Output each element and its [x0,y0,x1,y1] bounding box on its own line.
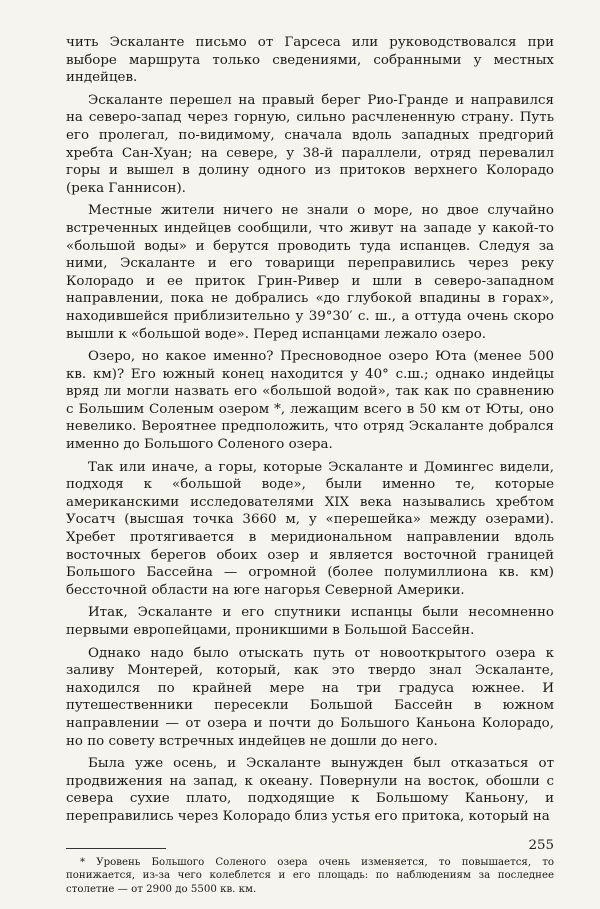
paragraph-6: Итак, Эскаланте и его спутники испанцы были несомненно первыми европейцами, проникшими в Большой Бассейн. [66,605,554,638]
paragraph-3: Местные жители ничего не знали о море, но двое случайно встреченных индейцев сообщили, что живут на западе у какой-то «большой воды» и берутся проводить туда испанцев. Следуя за ними, Эскаланте и его товарищи переправились через реку Колорадо и ее приток Грин-Ривер и шли в северо-западном направлении, пока не добрались «до глубокой впадины в горах», находившейся приблизительно у 39°30′ с. ш., а оттуда очень скоро вышли к «большой воде». Перед испанцами лежало озеро. [66,203,554,342]
paragraph-5: Так или иначе, а горы, которые Эскаланте и Домингес видели, подходя к «большой воде», были именно те, которые американскими исследователями XIX века назывались хребтом Уосатч (высшая точка 3660 м, у «перешейка» между озерами). Хребет протягивается в меридиональном направлении вдоль восточных берегов обоих озер и является восточной границей Большого Бассейна — огромной (более полумиллиона кв. км) бессточной области на юге нагорья Северной Америки. [66,459,554,598]
paragraph-4: Озеро, но какое именно? Пресноводное озеро Юта (менее 500 кв. км)? Его южный конец находится у 40° с.ш.; однако индейцы вряд ли могли назвать его «большой водой», так как по сравнению с Большим Соленым озером *, лежащим всего в 50 км от Юты, оно невелико. Вероятнее предположить, что отряд Эскаланте добрался именно до Большого Соленого озера. [66,349,554,453]
footnote-divider [66,848,166,849]
footnote: * Уровень Большого Соленого озера очень изменяется, то повышается, то понижается, из-за чего колеблется и его площадь: по наблюдениям за последнее столетие — от 2900 до 5500 кв. км. [66,856,554,895]
paragraph-1: чить Эскаланте письмо от Гарсеса или руководствовался при выборе маршрута только сведениями, собранными у местных индейцев. [66,35,554,86]
paragraph-7: Однако надо было отыскать путь от новооткрытого озера к заливу Монтерей, который, как это твердо знал Эскаланте, находился по крайней мере на три градуса южнее. И путешественники пересекли Большой Бассейн в южном направлении — от озера и почти до Большого Каньона Колорадо, но по совету встречных индейцев не дошли до него. [66,645,554,749]
paragraph-8: Была уже осень, и Эскаланте вынужден был отказаться от продвижения на запад, к океану. Повернули на восток, обошли с севера сухие плато, подходящие к Большому Каньону, и переправились через Колорадо близ устья его притока, который на [66,756,554,824]
page-number: 255 [528,838,554,853]
paragraph-2: Эскаланте перешел на правый берег Рио-Гранде и направился на северо-запад через горную, сильно расчлененную страну. Путь его пролегал, по-видимому, сначала вдоль западных предгорий хребта Сан-Хуан; на севере, у 38-й параллели, отряд перевалил горы и вышел в долину одного из притоков верхнего Колорадо (река Ганнисон). [66,92,554,196]
